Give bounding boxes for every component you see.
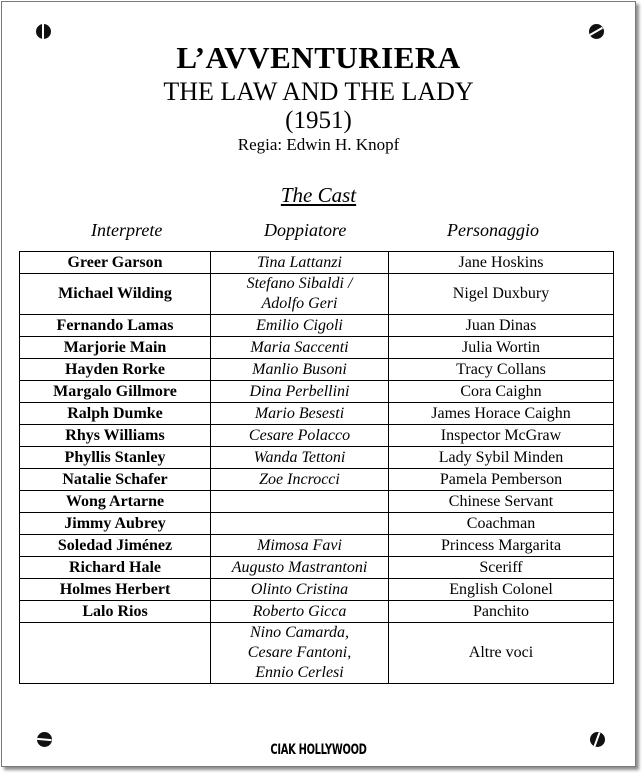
column-header-actor: Interprete (91, 220, 163, 240)
director-credit: Regia: Edwin H. Knopf (237, 135, 400, 154)
actor-cell: Fernando Lamas (20, 315, 211, 337)
dubber-cell (211, 513, 389, 535)
actor-cell: Soledad Jiménez (20, 535, 211, 557)
cast-row (20, 381, 614, 403)
dubber-name: Tina Lattanzi (257, 253, 342, 271)
dubber-name: Roberto Gicca (252, 602, 347, 620)
cast-row (20, 535, 614, 557)
actor-cell: Rhys Williams (20, 425, 211, 447)
dubber-cell (211, 557, 389, 579)
dubber-name: Maria Saccenti (250, 338, 349, 356)
dubber-cell (211, 381, 389, 403)
dubber-name: Ennio Cerlesi (255, 664, 344, 681)
dubber-cell (211, 359, 389, 381)
character-cell: Sceriff (389, 557, 614, 579)
cast-row (20, 359, 614, 381)
actor-cell: Michael Wilding (20, 274, 211, 315)
cast-row (20, 623, 614, 684)
dubber-name: Stefano Sibaldi / (246, 275, 353, 292)
screw-icon (36, 24, 51, 39)
character-cell: Panchito (389, 601, 614, 623)
actor-cell: Lalo Rios (20, 601, 211, 623)
dubber-cell (211, 469, 389, 491)
cast-table (19, 251, 614, 684)
cast-row (20, 403, 614, 425)
dubber-cell (211, 491, 389, 513)
dubber-name: Manlio Busoni (252, 360, 347, 378)
dubber-cell (211, 447, 389, 469)
character-cell: Cora Caighn (389, 381, 614, 403)
dubber-name: Mario Besesti (254, 404, 345, 422)
dubber-cell (211, 579, 389, 601)
character-cell: Altre voci (389, 623, 614, 684)
ciak-hollywood-logo: CIAK HOLLYWOOD (270, 741, 367, 758)
english-title: THE LAW AND THE LADY (163, 77, 474, 106)
screw-icon (589, 24, 604, 39)
dubber-name: Mimosa Favi (257, 536, 342, 554)
dubber-name: Emilio Cigoli (256, 316, 343, 334)
dubber-cell (211, 252, 389, 274)
column-header-character: Personaggio (447, 220, 539, 240)
actor-cell: Jimmy Aubrey (20, 513, 211, 535)
actor-cell: Marjorie Main (20, 337, 211, 359)
character-cell: Pamela Pemberson (389, 469, 614, 491)
actor-cell: Phyllis Stanley (20, 447, 211, 469)
character-cell: Tracy Collans (389, 359, 614, 381)
dubber-cell (211, 315, 389, 337)
actor-cell: Natalie Schafer (20, 469, 211, 491)
dubber-cell (211, 425, 389, 447)
character-cell: Coachman (389, 513, 614, 535)
cast-row (20, 315, 614, 337)
dubber-cell (211, 601, 389, 623)
actor-cell: Wong Artarne (20, 491, 211, 513)
cast-row (20, 425, 614, 447)
character-cell: English Colonel (389, 579, 614, 601)
dubber-name: Wanda Tettoni (253, 448, 346, 466)
actor-cell: Greer Garson (20, 252, 211, 274)
cast-row (20, 557, 614, 579)
dubber-name: Cesare Fantoni, (247, 644, 352, 661)
character-cell: Inspector McGraw (389, 425, 614, 447)
cast-row (20, 337, 614, 359)
dubber-name: Dina Perbellini (249, 382, 350, 400)
dubber-name: Zoe Incrocci (259, 470, 340, 488)
dubber-cell (211, 274, 389, 315)
actor-cell: Holmes Herbert (20, 579, 211, 601)
dubber-cell (211, 337, 389, 359)
character-cell: Julia Wortin (389, 337, 614, 359)
cast-row (20, 447, 614, 469)
cast-row (20, 274, 614, 315)
dubber-name: Olinto Cristina (250, 580, 349, 598)
dubber-name: Adolfo Geri (261, 295, 338, 312)
dubber-name: Nino Camarda, (250, 624, 349, 641)
cast-row (20, 491, 614, 513)
cast-row (20, 601, 614, 623)
cast-row (20, 252, 614, 274)
actor-cell (20, 623, 211, 684)
character-cell: Chinese Servant (389, 491, 614, 513)
character-cell: Nigel Duxbury (389, 274, 614, 315)
cast-row (20, 469, 614, 491)
dubber-cell (211, 535, 389, 557)
actor-cell: Richard Hale (20, 557, 211, 579)
actor-cell: Margalo Gillmore (20, 381, 211, 403)
character-cell: Jane Hoskins (389, 252, 614, 274)
cast-heading: The Cast (280, 183, 357, 207)
cast-plaque (1, 1, 636, 767)
dubber-name: Cesare Polacco (248, 426, 351, 444)
dubber-name: Augusto Mastrantoni (231, 558, 368, 576)
character-cell: James Horace Caighn (389, 403, 614, 425)
character-cell: Juan Dinas (389, 315, 614, 337)
italian-title: L’AVVENTURIERA (176, 40, 461, 75)
actor-cell: Hayden Rorke (20, 359, 211, 381)
actor-cell: Ralph Dumke (20, 403, 211, 425)
dubber-cell (211, 403, 389, 425)
column-header-dubber: Doppiatore (264, 220, 347, 240)
cast-row (20, 513, 614, 535)
cast-row (20, 579, 614, 601)
character-cell: Princess Margarita (389, 535, 614, 557)
dubber-cell (211, 623, 389, 684)
release-year: (1951) (285, 107, 352, 134)
character-cell: Lady Sybil Minden (389, 447, 614, 469)
